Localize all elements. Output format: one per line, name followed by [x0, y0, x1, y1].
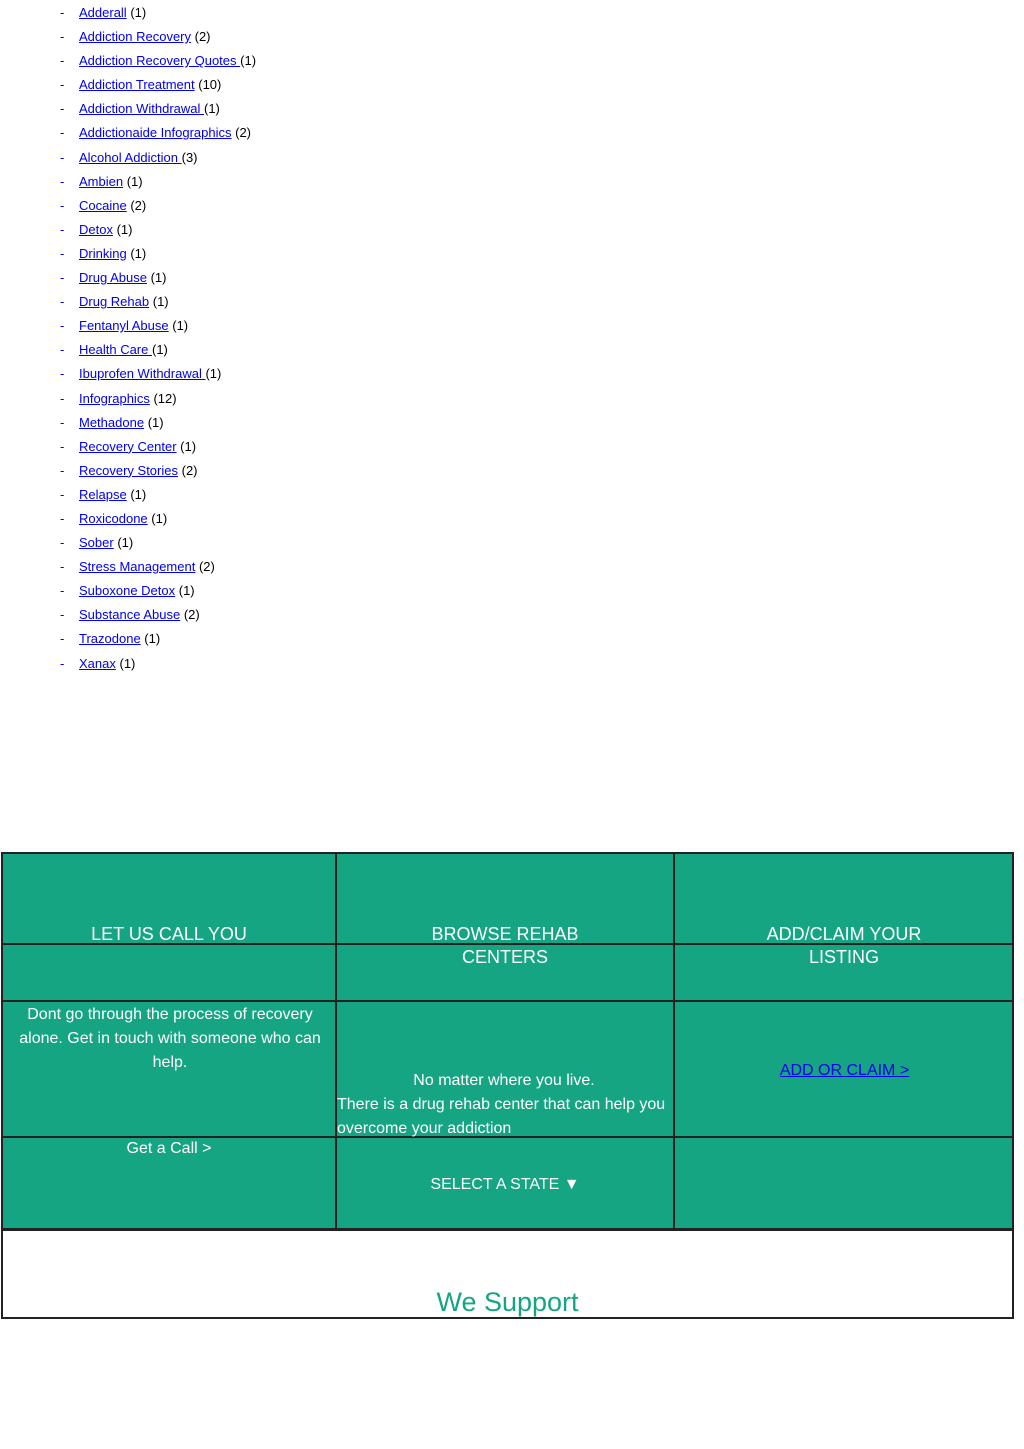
- category-link[interactable]: [60, 77, 195, 92]
- category-count: (2): [194, 29, 211, 45]
- category-count: (1): [205, 366, 222, 382]
- category-list-item: [60, 533, 256, 557]
- category-list-item: [60, 437, 256, 461]
- we-support-heading: We Support: [436, 1287, 579, 1317]
- category-list-item: [60, 557, 256, 581]
- category-list-item: [60, 605, 256, 629]
- browse-description-line2: There is a drug rehab center that can help you overcome your addiction: [337, 1096, 666, 1137]
- category-list-item: [60, 340, 256, 364]
- category-link[interactable]: [60, 101, 204, 116]
- category-link[interactable]: [60, 583, 175, 598]
- list-bullet: -: [60, 245, 65, 261]
- list-bullet: -: [60, 559, 65, 575]
- category-link[interactable]: [60, 342, 152, 357]
- category-link[interactable]: [60, 5, 127, 20]
- category-count: (1): [116, 221, 133, 237]
- category-name: Trazodone: [79, 631, 141, 647]
- row-divider: [3, 1000, 1012, 1002]
- category-link[interactable]: [60, 294, 149, 309]
- list-bullet: -: [60, 510, 65, 526]
- category-link[interactable]: [60, 53, 240, 68]
- category-link[interactable]: [60, 656, 116, 671]
- category-list-item: [60, 509, 256, 533]
- listing-heading: ADD/CLAIM YOUR LISTING: [766, 924, 922, 967]
- list-bullet: -: [60, 53, 65, 69]
- category-count: (2): [198, 559, 215, 575]
- category-count: (1): [150, 270, 167, 286]
- category-name: Roxicodone: [79, 510, 148, 526]
- category-name: Health Care: [79, 342, 152, 358]
- category-link[interactable]: [60, 125, 232, 140]
- category-count: (1): [204, 101, 220, 117]
- list-bullet: -: [60, 29, 65, 45]
- category-list-item: [60, 292, 256, 316]
- category-list-item: [60, 413, 256, 437]
- category-list-item: [60, 220, 256, 244]
- category-name: Recovery Center: [79, 438, 177, 454]
- browse-description-line1: No matter where you live.: [413, 1072, 595, 1089]
- add-or-claim-link[interactable]: ADD OR CLAIM >: [779, 1062, 910, 1079]
- category-name: Stress Management: [79, 559, 196, 575]
- category-link[interactable]: [60, 535, 114, 550]
- list-bullet: -: [60, 607, 65, 623]
- call-description: Dont go through the process of recovery alone. Get in touch with someone who can help.: [19, 1006, 321, 1071]
- category-count: (3): [181, 149, 198, 165]
- list-bullet: -: [60, 414, 65, 430]
- list-bullet: -: [60, 125, 65, 141]
- list-bullet: -: [60, 583, 65, 599]
- list-bullet: -: [60, 390, 65, 406]
- category-name: Sober: [79, 535, 114, 551]
- category-link[interactable]: [60, 391, 150, 406]
- get-a-call-button[interactable]: Get a Call >: [126, 1140, 212, 1157]
- category-list-item: [60, 268, 256, 292]
- category-link[interactable]: [60, 150, 182, 165]
- list-bullet: -: [60, 438, 65, 454]
- category-count: (1): [240, 53, 257, 69]
- category-count: (1): [130, 486, 147, 502]
- category-name: Suboxone Detox: [79, 583, 176, 599]
- column-divider: [673, 854, 675, 1228]
- category-link[interactable]: [60, 29, 191, 44]
- list-bullet: -: [60, 486, 65, 502]
- category-link[interactable]: [60, 463, 178, 478]
- browse-heading: BROWSE REHAB CENTERS: [431, 924, 579, 967]
- category-link[interactable]: [60, 631, 141, 646]
- category-count: (1): [144, 631, 161, 647]
- category-count: (1): [180, 438, 197, 454]
- category-name: Addictionaide Infographics: [79, 125, 232, 141]
- category-list-item: [60, 99, 256, 123]
- category-link[interactable]: [60, 415, 144, 430]
- list-bullet: -: [60, 655, 65, 671]
- category-count: (1): [130, 5, 147, 20]
- category-name: Substance Abuse: [79, 607, 181, 623]
- list-bullet: -: [60, 101, 65, 117]
- list-bullet: -: [60, 294, 65, 310]
- category-name: Drug Rehab: [79, 294, 150, 310]
- category-list-item: [60, 3, 256, 27]
- category-name: Adderall: [79, 5, 127, 20]
- category-name: Recovery Stories: [79, 462, 178, 478]
- category-list-item: [60, 629, 256, 653]
- category-count: (2): [183, 607, 200, 623]
- list-bullet: -: [60, 462, 65, 478]
- category-link[interactable]: [60, 198, 127, 213]
- category-name: Addiction Recovery: [79, 29, 191, 45]
- category-list-item: [60, 389, 256, 413]
- category-list-item: [60, 244, 256, 268]
- call-heading: LET US CALL YOU: [91, 924, 247, 944]
- category-list-item: [60, 581, 256, 605]
- category-count: (1): [178, 583, 195, 599]
- category-count: (1): [172, 318, 189, 334]
- cta-panel-grid: [1, 852, 1014, 1230]
- category-count: (1): [130, 245, 147, 261]
- category-list-item: [60, 148, 256, 172]
- list-bullet: -: [60, 318, 65, 334]
- category-count: (1): [117, 535, 134, 551]
- list-bullet: -: [60, 5, 65, 20]
- category-count: (1): [151, 342, 168, 358]
- category-name: Drinking: [79, 245, 127, 261]
- category-list-item: [60, 123, 256, 147]
- category-count: (2): [181, 462, 198, 478]
- category-count: (1): [147, 414, 164, 430]
- column-divider: [335, 854, 337, 1228]
- category-list-item: [60, 485, 256, 509]
- category-count: (10): [198, 77, 222, 93]
- category-link[interactable]: [60, 511, 148, 526]
- category-name: Cocaine: [79, 197, 127, 213]
- category-list-item: [60, 196, 256, 220]
- category-name: Detox: [79, 221, 113, 237]
- category-name: Addiction Treatment: [79, 77, 195, 93]
- category-count: (1): [151, 510, 168, 526]
- category-name: Relapse: [79, 486, 127, 502]
- list-bullet: -: [60, 197, 65, 213]
- category-name: Methadone: [79, 414, 145, 430]
- category-link[interactable]: [60, 246, 127, 261]
- category-count: (12): [153, 390, 177, 406]
- list-bullet: -: [60, 270, 65, 286]
- category-link[interactable]: [60, 318, 169, 333]
- category-link[interactable]: [60, 607, 180, 622]
- category-name: Infographics: [79, 390, 150, 406]
- category-list-item: [60, 316, 256, 340]
- category-link[interactable]: [60, 559, 195, 574]
- list-bullet: -: [60, 149, 65, 165]
- list-bullet: -: [60, 221, 65, 237]
- list-bullet: -: [60, 366, 65, 382]
- category-link[interactable]: [60, 222, 113, 237]
- category-link[interactable]: [60, 439, 177, 454]
- list-bullet: -: [60, 535, 65, 551]
- category-name: Drug Abuse: [79, 270, 147, 286]
- category-link[interactable]: [60, 487, 127, 502]
- category-count: (2): [235, 125, 252, 141]
- category-list-item: [60, 51, 256, 75]
- category-link[interactable]: [60, 366, 205, 381]
- category-name: Ibuprofen Withdrawal: [79, 366, 206, 382]
- we-support-section: [1, 1229, 1014, 1319]
- category-count: (1): [152, 294, 169, 310]
- category-count: (1): [119, 655, 136, 671]
- category-name: Addiction Recovery Quotes: [79, 53, 241, 69]
- category-list-item: [60, 27, 256, 51]
- category-name: Alcohol Addiction: [79, 149, 182, 165]
- category-name: Ambien: [79, 173, 124, 189]
- category-name: Fentanyl Abuse: [79, 318, 169, 334]
- category-link[interactable]: [60, 174, 123, 189]
- list-bullet: -: [60, 631, 65, 647]
- category-list-item: [60, 461, 256, 485]
- category-link[interactable]: [60, 270, 147, 285]
- category-list-item: [60, 75, 256, 99]
- list-bullet: -: [60, 77, 65, 93]
- list-bullet: -: [60, 173, 65, 189]
- category-name: Addiction Withdrawal: [79, 101, 204, 117]
- select-state-dropdown[interactable]: SELECT A STATE ▼: [430, 1176, 580, 1193]
- category-count: (2): [130, 197, 147, 213]
- category-name: Xanax: [79, 655, 116, 671]
- category-count: (1): [126, 173, 143, 189]
- category-list-item: [60, 654, 256, 678]
- category-list-item: [60, 172, 256, 196]
- category-list-item: [60, 364, 256, 388]
- category-list: [60, 3, 256, 678]
- list-bullet: -: [60, 342, 65, 358]
